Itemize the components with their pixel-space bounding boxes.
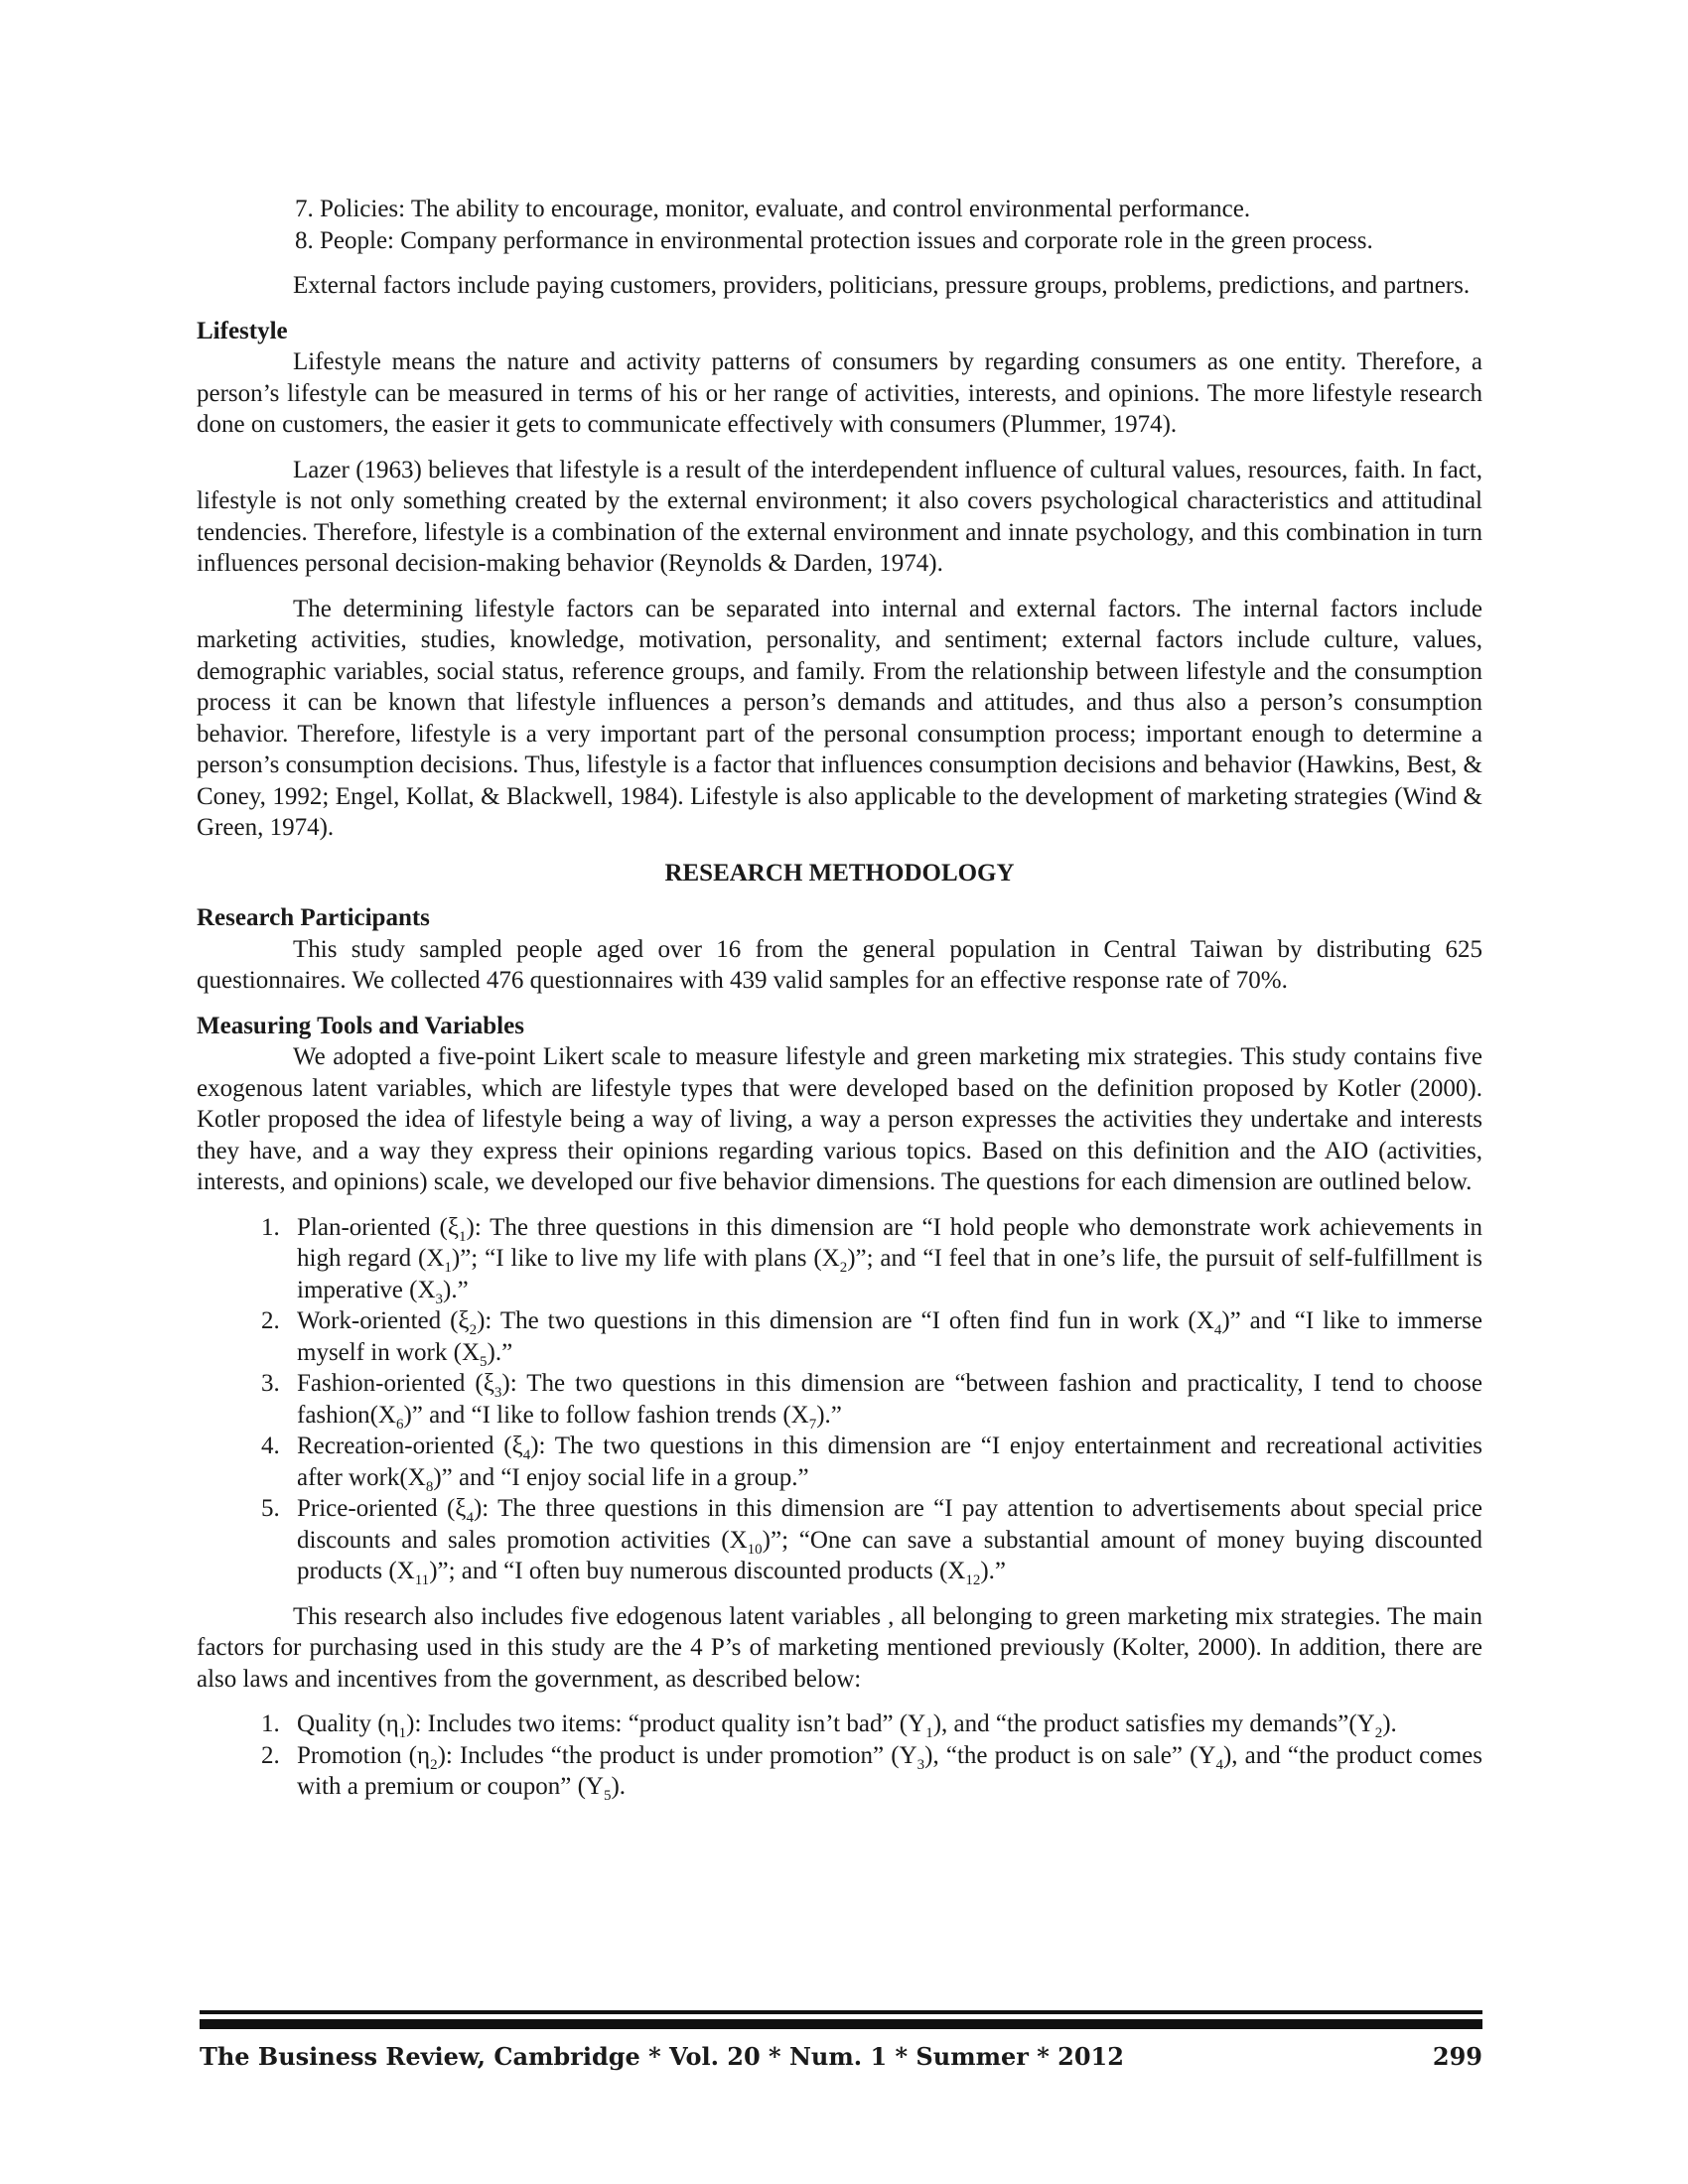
list-text: ): The three questions in this dimension are “I pay attention to advertisements about special price discounts and sales promotion activities (X [297, 1495, 1482, 1554]
section-title: RESEARCH METHODOLOGY [664, 859, 1015, 887]
list-text: Price-oriented (ξ [297, 1495, 467, 1522]
list-item [197, 1708, 1482, 1740]
section-heading: Measuring Tools and Variables [197, 1012, 524, 1039]
list-number: 1. [261, 1710, 280, 1737]
list-text: )”; and “I often buy numerous discounted products (X [429, 1558, 966, 1584]
list-text: ), and “the product comes with a premium or coupon” (Y [297, 1741, 1483, 1800]
paragraph: This research also includes five edogenous latent variables , all belonging to green marketing mix strategies. The main factors for purchasing used in this study are the 4 P’s of marketing mentioned previously (Kolter, 2000). In addition, there are also laws and incentives from the government, as described below: [197, 1602, 1482, 1693]
list-text: ): Includes “the product is under promotion” (Y [437, 1741, 917, 1769]
section-heading: Lifestyle [197, 317, 288, 344]
paragraph: Lifestyle means the nature and activity patterns of consumers by regarding consumers as one entity. Therefore, a person’s lifestyle can be measured in terms of his or her range of activities, interests, and opinions. The more lifestyle research done on customers, the easier it gets to communicate effectively with consumers (Plummer, 1974). [197, 348, 1482, 438]
list-item [197, 1305, 1482, 1368]
lifestyle-dimension-list [197, 1212, 1482, 1587]
list-item [197, 1368, 1482, 1431]
subscript: 7 [808, 1416, 817, 1433]
list-text: )”; “One can save a substantial amount of money buying discounted products (X [297, 1526, 1482, 1584]
list-text: ): The three questions in this dimension are “I hold people who demonstrate work achievements in high regard (X [297, 1213, 1482, 1272]
subscript: 2 [1374, 1725, 1383, 1741]
paragraph: This study sampled people aged over 16 from the general population in Central Taiwan by distributing 625 questionnaires. We collected 476 questionnaires with 439 valid samples for an effective response rate of 70%. [197, 935, 1482, 994]
subscript: 3 [916, 1756, 925, 1773]
list-text: )”; “I like to live my life with plans (X [451, 1245, 840, 1272]
list-item: 8. People: Company performance in environmental protection issues and corporate role in the green process. [295, 226, 1373, 254]
paragraph: The determining lifestyle factors can be separated into internal and external factors. The internal factors include marketing activities, studies, knowledge, motivation, personality, and sentiment; external factors include culture, values, demographic variables, social status, reference groups, and family. From the relationship between lifestyle and the consumption process it can be known that lifestyle influences a person’s demands and attitudes, and thus also a person’s consumption behavior. Therefore, lifestyle is a very important part of the personal consumption process; important enough to determine a person’s consumption decisions. Thus, lifestyle is a factor that influences consumption decisions and behavior (Hawkins, Best, & Coney, 1992; Engel, Kollat, & Blackwell, 1984). Lifestyle is also applicable to the development of marketing strategies (Wind & Green, 1974). [197, 595, 1482, 841]
list-text: Work-oriented (ξ [297, 1307, 470, 1334]
paragraph: External factors include paying customers, providers, politicians, pressure groups, problems, predictions, and partners. [293, 272, 1471, 299]
list-number: 3. [261, 1370, 280, 1397]
list-number: 2. [261, 1741, 280, 1769]
list-text: Promotion (η [297, 1741, 431, 1769]
subscript: 8 [425, 1478, 434, 1495]
subscript: 6 [395, 1416, 404, 1433]
subscript: 3 [493, 1385, 502, 1401]
list-text: ), and “the product satisfies my demands”(Y [932, 1710, 1375, 1737]
list-text: ): The two questions in this dimension are “I often find fun in work (X [477, 1307, 1214, 1334]
list-text: ): Includes two items: “product quality isn’t bad” (Y [406, 1710, 926, 1737]
subscript: 10 [747, 1541, 763, 1558]
page-footer [200, 2042, 1482, 2071]
list-text: ). [1382, 1710, 1397, 1737]
subscript: 11 [414, 1572, 430, 1588]
journal-citation: The Business Review, Cambridge * Vol. 20 * Num. 1 * Summer * 2012 [200, 2042, 1124, 2071]
subscript: 4 [1213, 1322, 1222, 1338]
subscript: 1 [398, 1725, 407, 1741]
list-number: 2. [261, 1307, 280, 1334]
list-text: Plan-oriented (ξ [297, 1213, 459, 1241]
list-text: ): The two questions in this dimension are “between fashion and practicality, I tend to choose fashion(X [297, 1370, 1482, 1429]
subscript: 2 [469, 1322, 478, 1338]
subscript: 1 [444, 1260, 452, 1276]
list-item [197, 1493, 1482, 1587]
list-text: ).” [980, 1558, 1006, 1584]
list-item [197, 1740, 1482, 1803]
list-text: ).” [443, 1276, 469, 1303]
list-text: )” and “I like to follow fashion trends (X [403, 1401, 809, 1429]
list-number: 5. [261, 1495, 280, 1522]
list-text: Recreation-oriented (ξ [297, 1433, 523, 1459]
paragraph: We adopted a five-point Likert scale to measure lifestyle and green marketing mix strategies. This study contains five exogenous latent variables, which are lifestyle types that were developed based on the definition proposed by Kotler (2000). Kotler proposed the idea of lifestyle being a way of living, a way a person expresses the activities they undertake and interests they have, and a way they express their opinions regarding various topics. Based on this definition and the AIO (activities, interests, and opinions) scale, we developed our five behavior dimensions. The questions for each dimension are outlined below. [197, 1043, 1482, 1195]
subscript: 5 [480, 1353, 488, 1370]
subscript: 2 [430, 1756, 438, 1773]
list-item: 7. Policies: The ability to encourage, monitor, evaluate, and control environmental performance. [295, 196, 1251, 222]
subscript: 4 [1215, 1756, 1223, 1773]
page-number: 299 [1432, 2042, 1482, 2071]
subscript: 1 [925, 1725, 933, 1741]
subscript: 5 [603, 1788, 612, 1804]
paragraph: Lazer (1963) believes that lifestyle is a result of the interdependent influence of cultural values, resources, faith. In fact, lifestyle is not only something created by the external environment; it also covers psychological characteristics and attitudinal tendencies. Therefore, lifestyle is a combination of the external environment and innate psychology, and this combination in turn influences personal decision-making behavior (Reynolds & Darden, 1974). [197, 456, 1482, 577]
subscript: 4 [522, 1447, 531, 1463]
list-text: Fashion-oriented (ξ [297, 1370, 494, 1397]
list-text: ): The two questions in this dimension are “I enjoy entertainment and recreational activities after work(X [297, 1433, 1483, 1491]
subscript: 4 [466, 1510, 474, 1526]
subscript: 1 [459, 1228, 467, 1245]
list-text: ), “the product is on sale” (Y [924, 1741, 1216, 1769]
green-marketing-list [197, 1708, 1482, 1803]
list-number: 4. [261, 1433, 280, 1459]
list-text: ). [611, 1773, 627, 1800]
list-number: 1. [261, 1213, 280, 1241]
subscript: 2 [839, 1260, 848, 1276]
subscript: 3 [435, 1291, 444, 1307]
list-text: Quality (η [297, 1710, 399, 1737]
list-item [197, 1431, 1482, 1493]
list-item [197, 1212, 1482, 1306]
footer-rule-thick [200, 2019, 1482, 2029]
list-text: )” and “I enjoy social life in a group.” [433, 1463, 809, 1491]
list-text: ).” [816, 1401, 842, 1429]
page-body [197, 194, 1482, 1803]
list-text: )”; and “I feel that in one’s life, the pursuit of self-fulfillment is imperative (X [297, 1245, 1482, 1303]
footer-rule [200, 2010, 1482, 2014]
subscript: 12 [965, 1572, 981, 1588]
list-text: )” and “I like to immerse myself in work (X [297, 1307, 1483, 1366]
list-text: ).” [487, 1338, 513, 1366]
section-heading: Research Participants [197, 904, 430, 931]
